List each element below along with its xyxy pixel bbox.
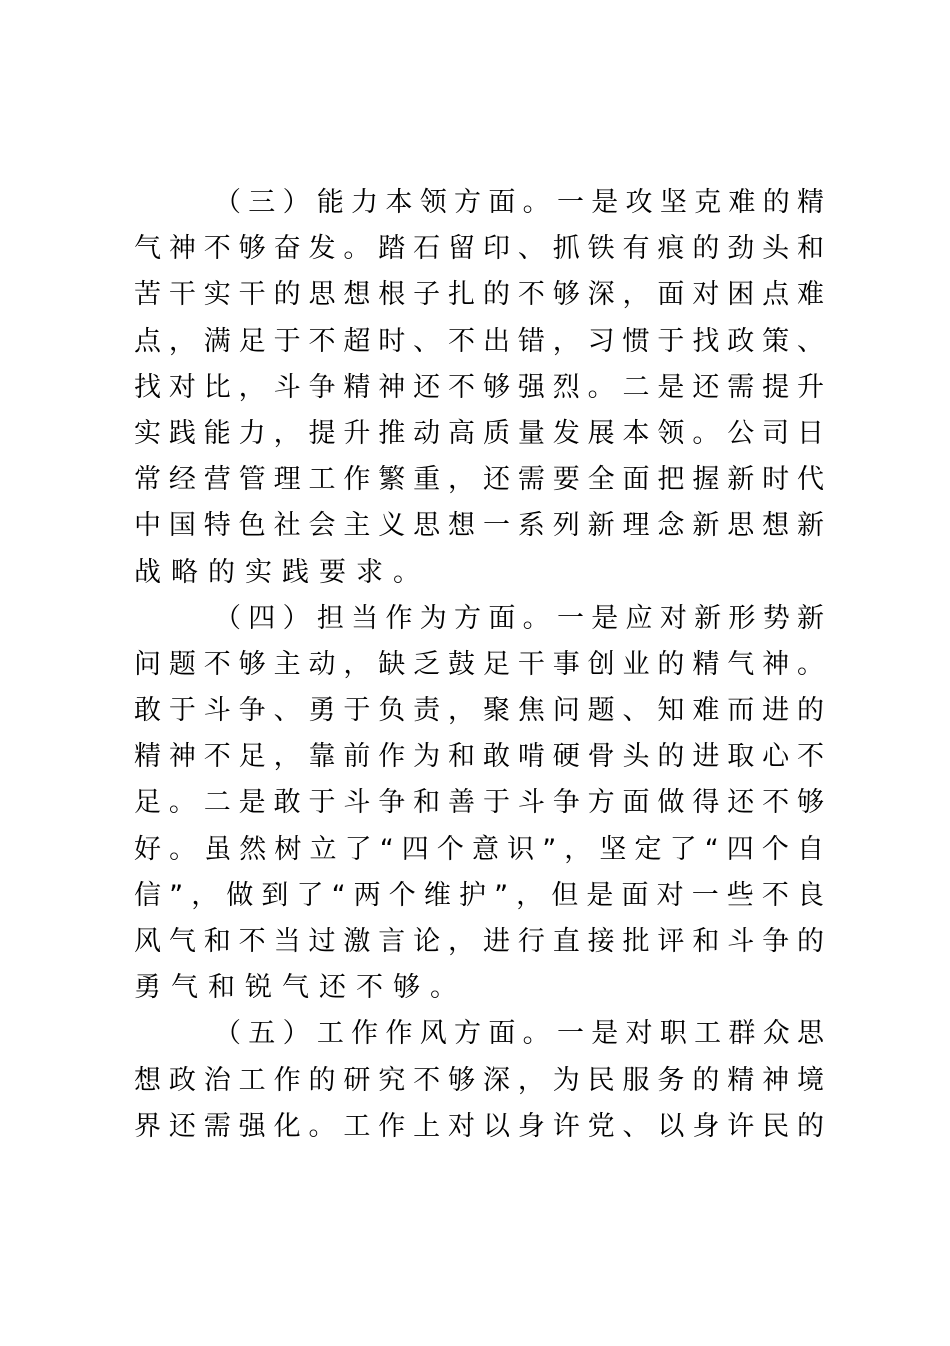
paragraph-responsibility xyxy=(134,596,824,1012)
text-line: 足。二是敢于斗争和善于斗争方面做得还不够 xyxy=(134,787,824,819)
text-line: 实践能力，提升推动高质量发展本领。公司日 xyxy=(134,417,824,449)
paragraph-work-style xyxy=(134,1011,824,1150)
text-line: （五）工作作风方面。一是对职工群众思 xyxy=(214,1018,824,1050)
text-line: 想政治工作的研究不够深，为民服务的精神境 xyxy=(134,1064,824,1096)
text-line: 战略的实践要求。 xyxy=(134,556,430,588)
text-line: （三）能力本领方面。一是攻坚克难的精 xyxy=(214,187,824,218)
text-line: 好。虽然树立了“四个意识”，坚定了“四个自 xyxy=(134,833,824,865)
text-line: 点，满足于不超时、不出错，习惯于找政策、 xyxy=(134,325,824,357)
text-line: 信”，做到了“两个维护”，但是面对一些不良 xyxy=(134,879,824,911)
text-line: （四）担当作为方面。一是应对新形势新 xyxy=(214,602,824,634)
text-line: 精神不足，靠前作为和敢啃硬骨头的进取心不 xyxy=(134,741,824,773)
text-line: 界还需强化。工作上对以身许党、以身许民的 xyxy=(134,1110,824,1142)
text-line: 勇气和锐气还不够。 xyxy=(134,972,467,1004)
paragraph-capability xyxy=(134,180,824,596)
text-line: 找对比，斗争精神还不够强烈。二是还需提升 xyxy=(134,371,824,403)
text-line: 苦干实干的思想根子扎的不够深，面对困点难 xyxy=(134,279,824,311)
text-line: 问题不够主动，缺乏鼓足干事创业的精气神。 xyxy=(134,648,824,680)
text-line: 中国特色社会主义思想一系列新理念新思想新 xyxy=(134,510,824,542)
text-line: 敢于斗争、勇于负责，聚焦问题、知难而进的 xyxy=(134,695,824,727)
document-body xyxy=(134,180,824,1150)
text-line: 常经营管理工作繁重，还需要全面把握新时代 xyxy=(134,464,824,496)
text-line: 风气和不当过激言论，进行直接批评和斗争的 xyxy=(134,926,824,957)
text-line: 气神不够奋发。踏石留印、抓铁有痕的劲头和 xyxy=(134,233,824,265)
